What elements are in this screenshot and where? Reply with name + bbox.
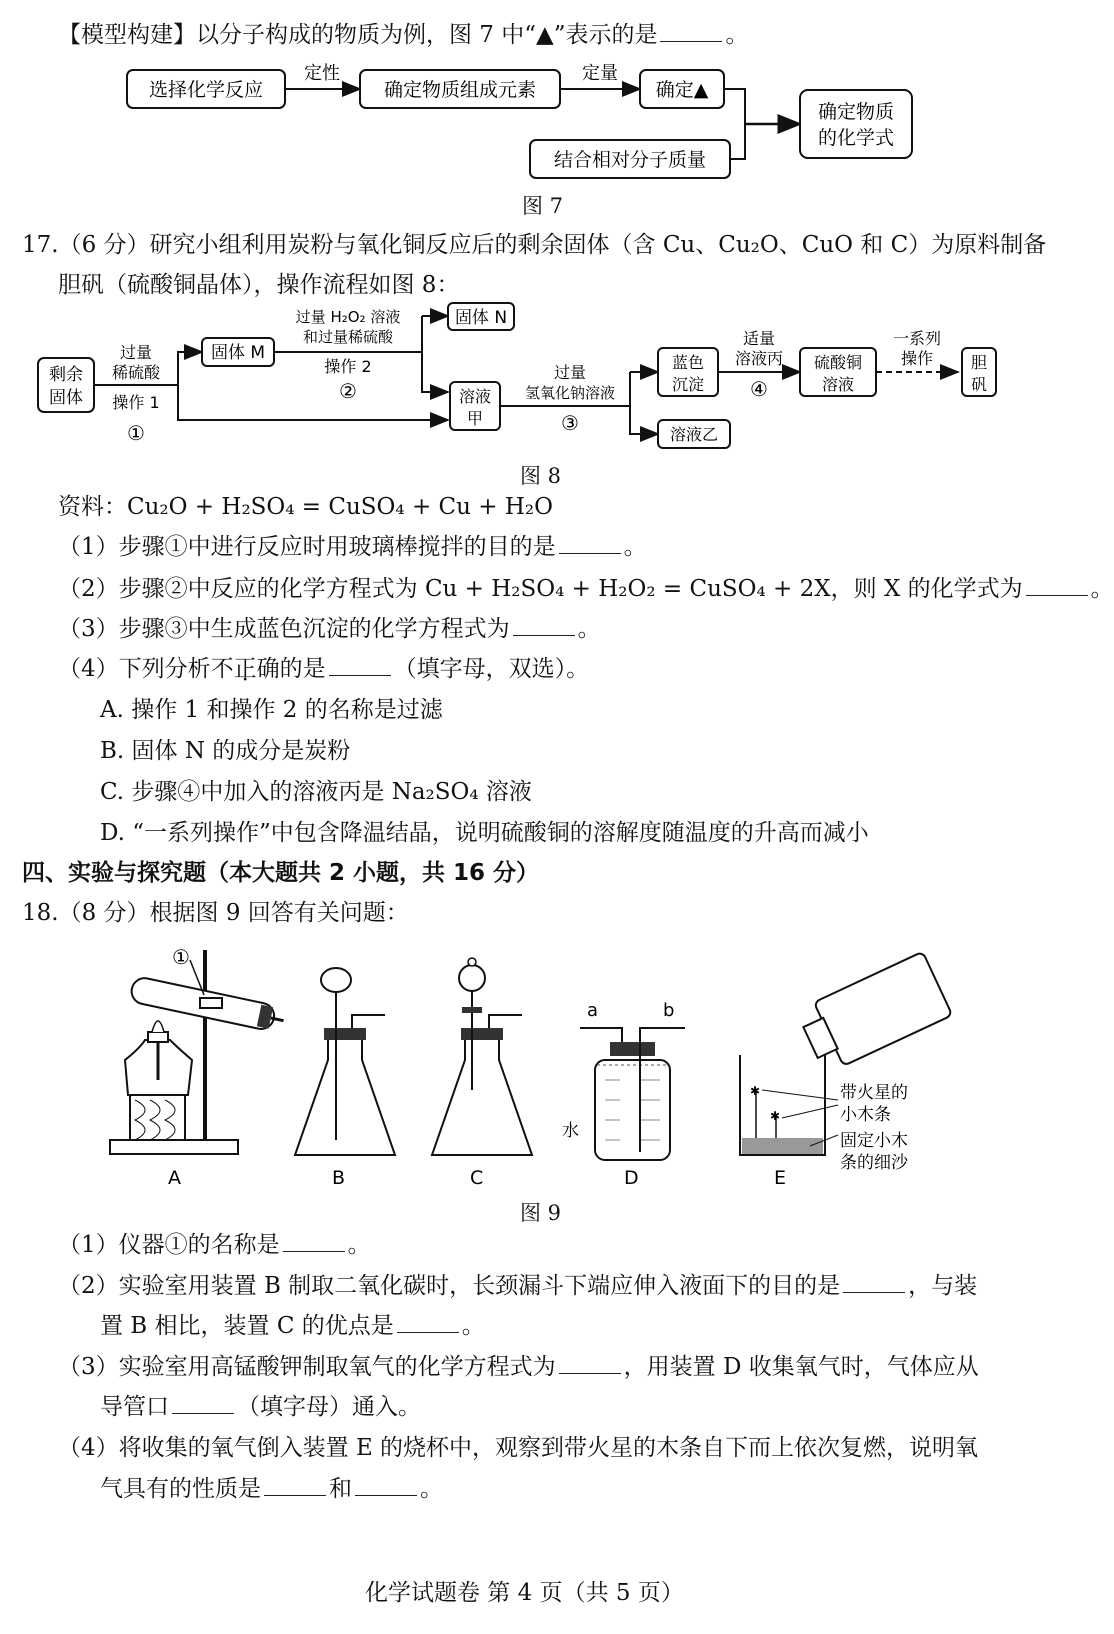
fig8-cuso4-l1: 硫酸铜: [813, 353, 863, 372]
q17-q1-text: （1）步骤①中进行反应时用玻璃棒搅拌的目的是: [58, 534, 556, 560]
fig8-arr3-top1: 过量: [553, 363, 587, 382]
figure-8-flowchart: [30, 300, 1040, 460]
q18-q2-line1: [58, 1271, 977, 1301]
q17-q3: [58, 614, 601, 644]
svg-text:✱: ✱: [750, 1084, 761, 1098]
q18-q2-line2-text: 置 B 相比，装置 C 的优点是: [100, 1313, 394, 1339]
q18-q2-tail: ，与装: [908, 1273, 978, 1299]
fig8-arr1-bot: 操作 1: [112, 393, 160, 412]
fig8-solid-m-label: 固体 M: [210, 343, 266, 363]
apparatus-a: [110, 945, 286, 1189]
q17-option-d: D. “一系列操作”中包含降温结晶，说明硫酸铜的溶解度随温度的升高而减小: [100, 820, 869, 846]
q18-q4-line2-pre: 气具有的性质是: [100, 1476, 261, 1502]
q17-q1: [58, 532, 647, 562]
fig7-box5-line2: 的化学式: [817, 127, 895, 149]
fig8-arrow-3-down: [630, 372, 658, 434]
figure-7-flowchart: [120, 60, 940, 190]
q18-q3-text: （3）实验室用高锰酸钾制取氧气的化学方程式为: [58, 1354, 556, 1380]
fig9-d-water: 水: [562, 1121, 579, 1141]
q17-q3-text: （3）步骤③中生成蓝色沉淀的化学方程式为: [58, 616, 510, 642]
q18-q1-blank[interactable]: [283, 1230, 345, 1252]
fig9-label-e: E: [774, 1167, 787, 1189]
q18-q4-period: 。: [420, 1476, 443, 1502]
q17-option-a: A. 操作 1 和操作 2 的名称是过滤: [100, 697, 443, 723]
fig7-box1-label: 选择化学反应: [148, 79, 264, 101]
fig8-dan-l2: 矾: [970, 375, 988, 394]
q17-option-b: B. 固体 N 的成分是炭粉: [100, 738, 351, 764]
fig7-arrow1-label: 定性: [304, 63, 340, 84]
fig7-box5-line1: 确定物质: [817, 101, 895, 123]
fig8-solid-n-label: 固体 N: [454, 308, 508, 328]
figure-9-apparatus: [100, 940, 960, 1190]
q18-q3-line2: [100, 1392, 421, 1422]
q16-model-suffix: 。: [725, 22, 749, 48]
fig8-arr5-top2: 操作: [900, 349, 934, 368]
q18-q4-line2-mid: 和: [329, 1476, 352, 1502]
q18-q2-blank2[interactable]: [397, 1311, 459, 1333]
q17-q2-period: 。: [1090, 576, 1114, 602]
q17-intro-line1: 17.（6 分）研究小组利用炭粉与氧化铜反应后的剩余固体（含 Cu、Cu₂O、CuO 和 C）为原料制备: [22, 232, 1047, 258]
q18-q3-line1: [58, 1352, 979, 1382]
fig8-dan-l1: 胆: [970, 353, 988, 372]
fig9-label-a: A: [168, 1167, 181, 1189]
q17-q4-emphasis: 不正确: [210, 656, 280, 682]
fig8-blue-l1: 蓝色: [671, 353, 705, 372]
q17-q1-blank[interactable]: [559, 532, 621, 554]
fig9-e-label3: 固定小木: [840, 1131, 908, 1151]
apparatus-e: [740, 952, 952, 1189]
fig7-box2-label: 确定物质组成元素: [383, 79, 537, 101]
q17-q3-period: 。: [577, 616, 601, 642]
q18-q3-line2-pre: 导管口: [100, 1394, 169, 1420]
q16-answer-blank[interactable]: [660, 20, 722, 42]
q17-q4-post2: （填字母，双选）。: [393, 656, 590, 682]
fig8-start-l2: 固体: [49, 388, 83, 408]
fig8-arrow-2-down: [422, 316, 448, 392]
q17-material: 资料：Cu₂O + H₂SO₄ = CuSO₄ + Cu + H₂O: [58, 494, 553, 520]
q18-q4-blank1[interactable]: [264, 1474, 326, 1496]
q17-q4-post1: 的是: [279, 656, 326, 682]
q17-q2-blank[interactable]: [1026, 574, 1088, 596]
fig8-step3: ③: [561, 411, 579, 435]
page-footer: 化学试题卷 第 4 页（共 5 页）: [365, 1580, 684, 1606]
fig8-arr2-top1: 过量 H₂O₂ 溶液: [295, 308, 401, 326]
fig9-d-port-b: b: [663, 1000, 675, 1021]
fig9-e-label2: 小木条: [840, 1105, 891, 1125]
apparatus-b: [295, 968, 395, 1189]
fig8-sol-jia-l1: 溶液: [458, 387, 492, 406]
fig7-box3-label: 确定▲: [655, 79, 709, 101]
fig8-step1: ①: [127, 421, 145, 445]
fig9-label-d: D: [624, 1167, 639, 1189]
fig8-cuso4-l2: 溶液: [821, 375, 855, 394]
q18-q1: [58, 1230, 371, 1260]
fig8-step2: ②: [339, 379, 357, 403]
fig9-e-label1: 带火星的: [840, 1083, 908, 1103]
fig7-arrow2-label: 定量: [582, 63, 618, 84]
section-4-heading: 四、实验与探究题（本大题共 2 小题，共 16 分）: [22, 860, 540, 886]
q17-q4: [58, 654, 589, 684]
fig9-label-b: B: [332, 1167, 346, 1189]
q18-q1-text: （1）仪器①的名称是: [58, 1232, 280, 1258]
q17-intro-line2: 胆矾（硫酸铜晶体），操作流程如图 8：: [58, 272, 460, 298]
fig9-mark-1: ①: [172, 945, 190, 969]
q16-model-prefix: 【模型构建】以分子构成的物质为例，图 7 中“▲”表示的是: [58, 22, 658, 48]
fig9-label-c: C: [470, 1167, 484, 1189]
fig8-start-l1: 剩余: [49, 365, 83, 385]
fig7-box4-label: 结合相对分子质量: [553, 149, 707, 171]
q18-q3-line2-post: （填字母）通入。: [237, 1394, 421, 1420]
figure-9-caption: 图 9: [520, 1201, 562, 1225]
q17-option-c: C. 步骤④中加入的溶液丙是 Na₂SO₄ 溶液: [100, 779, 532, 805]
q17-q4-blank[interactable]: [329, 654, 391, 676]
q18-q2-line2: [100, 1311, 485, 1341]
q18-q4-line2: [100, 1474, 443, 1504]
q17-q2-text: （2）步骤②中反应的化学方程式为 Cu + H₂SO₄ + H₂O₂ = CuSO₄ + 2X，则 X 的化学式为: [58, 576, 1023, 602]
q18-q2-text: （2）实验室用装置 B 制取二氧化碳时，长颈漏斗下端应伸入液面下的目的是: [58, 1273, 841, 1299]
q18-q3-blank1[interactable]: [559, 1352, 621, 1374]
figure-7-caption: 图 7: [522, 194, 564, 218]
apparatus-c: [432, 958, 532, 1189]
fig8-arr2-bot: 操作 2: [324, 357, 372, 376]
q18-q4-blank2[interactable]: [355, 1474, 417, 1496]
q17-q3-blank[interactable]: [513, 614, 575, 636]
fig8-arr1-top2: 稀硫酸: [111, 363, 161, 382]
q18-q4-line1: （4）将收集的氧气倒入装置 E 的烧杯中，观察到带火星的木条自下而上依次复燃，说明氧: [58, 1435, 979, 1461]
fig9-d-port-a: a: [587, 1000, 599, 1021]
fig8-sol-yi-label: 溶液乙: [669, 425, 719, 444]
q18-intro: 18.（8 分）根据图 9 回答有关问题：: [22, 900, 409, 926]
figure-8-caption: 图 8: [520, 464, 562, 488]
fig8-arr5-top1: 一系列: [892, 329, 942, 348]
fig8-step4: ④: [750, 377, 768, 401]
q17-q2: [58, 574, 1114, 604]
q18-q3-blank2[interactable]: [172, 1392, 234, 1414]
fig9-e-label4: 条的细沙: [840, 1153, 908, 1173]
fig8-arr1-top1: 过量: [119, 343, 153, 362]
fig8-arr4-top1: 适量: [742, 329, 776, 348]
apparatus-d: [562, 1000, 685, 1189]
q17-q1-period: 。: [623, 534, 647, 560]
q18-q2-blank1[interactable]: [843, 1271, 905, 1293]
fig8-arr2-top2: 和过量稀硫酸: [302, 328, 394, 346]
fig8-sol-jia-l2: 甲: [466, 409, 484, 428]
q18-q1-period: 。: [347, 1232, 371, 1258]
fig8-arr4-top2: 溶液丙: [734, 349, 784, 368]
svg-text:✱: ✱: [770, 1109, 781, 1123]
q17-q4-pre: （4）下列分析: [58, 656, 211, 682]
q18-q2-period: 。: [461, 1313, 485, 1339]
fig8-arr3-top2: 氢氧化钠溶液: [524, 384, 616, 402]
q18-q3-tail: ，用装置 D 收集氧气时，气体应从: [623, 1354, 979, 1380]
fig8-blue-l2: 沉淀: [671, 375, 705, 394]
q16-model-text: [58, 20, 748, 50]
